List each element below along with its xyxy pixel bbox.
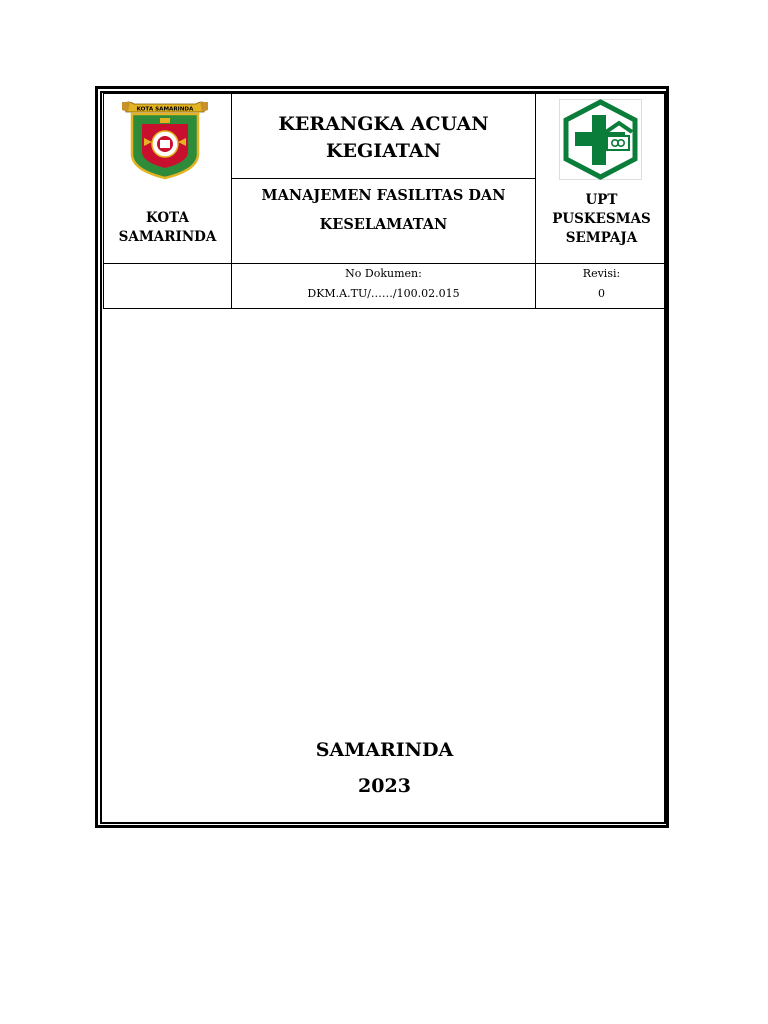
document-subtitle — [262, 181, 506, 239]
revision-label: Revisi: — [582, 267, 621, 280]
footer-year: 2023 — [358, 775, 411, 797]
meta-blank-cell — [103, 263, 232, 309]
institution-label-line-1: UPT — [585, 192, 618, 208]
document-title — [278, 111, 488, 165]
header-title-cell — [231, 93, 536, 179]
header-subtitle-cell — [231, 178, 536, 264]
document-number-value: DKM.A.TU/……/100.02.015 — [307, 287, 460, 300]
document-number-cell — [231, 263, 536, 309]
institution-label-line-3: SEMPAJA — [565, 230, 638, 246]
city-label-line-2: SAMARINDA — [118, 229, 217, 245]
document-footer — [103, 732, 666, 804]
samarinda-city-emblem-icon — [120, 98, 210, 180]
institution-label-line-2: PUSKESMAS — [552, 211, 651, 227]
institution-label — [535, 191, 668, 248]
emblem-banner-text: KOTA SAMARINDA — [136, 106, 194, 113]
subtitle-line-1: MANAJEMEN FASILITAS DAN — [261, 187, 506, 204]
revision-cell — [535, 263, 668, 309]
city-label — [103, 209, 232, 247]
footer-city: SAMARINDA — [315, 739, 454, 761]
city-label-line-1: KOTA — [146, 210, 189, 226]
document-number-label: No Dokumen: — [345, 267, 422, 280]
subtitle-line-2: KESELAMATAN — [319, 216, 448, 233]
puskesmas-cross-logo-icon — [559, 99, 642, 180]
title-line-2: KEGIATAN — [325, 140, 442, 162]
title-line-1: KERANGKA ACUAN — [278, 113, 489, 135]
revision-value: 0 — [598, 287, 605, 300]
